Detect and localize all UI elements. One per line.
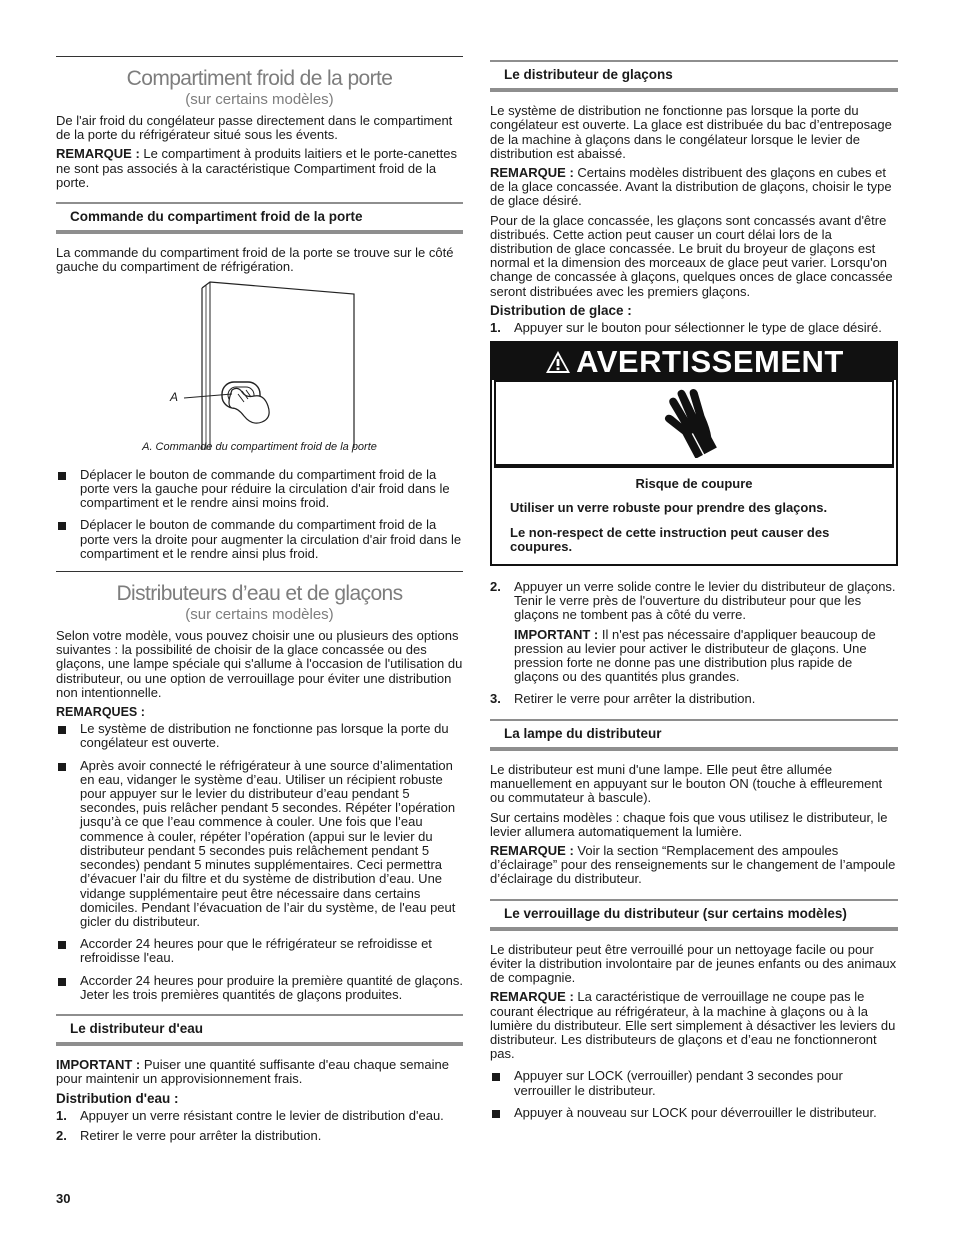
- step-number: 3.: [490, 691, 501, 707]
- list-item: Accorder 24 heures pour produire la première quantité de glaçons. Jeter les trois premières quantités de glaçons produites.: [56, 974, 463, 1002]
- step-number: 1.: [490, 320, 501, 336]
- step-number: 2.: [56, 1127, 67, 1143]
- step-number: 1.: [56, 1107, 67, 1123]
- note-label: REMARQUE :: [490, 989, 574, 1005]
- step-text: Retirer le verre pour arrêter la distribution.: [80, 1127, 322, 1143]
- list-item: [56, 1109, 463, 1123]
- lock-bullet-list: [490, 1069, 898, 1120]
- note-paragraph: [490, 844, 898, 887]
- list-item: [56, 1129, 463, 1143]
- remarks-label: REMARQUES :: [56, 705, 145, 720]
- important-label: IMPORTANT :: [514, 626, 599, 642]
- list-item: [490, 321, 898, 335]
- right-column: [490, 60, 898, 1128]
- note-text: Le compartiment à produits laitiers et le porte-canettes ne sont pas associés à la caractéristique Compartiment froid de la porte.: [56, 146, 458, 190]
- note-label: REMARQUE :: [490, 842, 574, 858]
- note-text: Voir la section “Remplacement des ampoules d’éclairage” pour des renseignements sur le changement de l’ampoule d’éclairage du distributeur.: [490, 842, 896, 887]
- list-item: Accorder 24 heures pour que le réfrigérateur se refroidisse et refroidisse l'eau.: [56, 937, 463, 965]
- door-control-figure: [56, 280, 463, 440]
- section-title-door-cold: Compartiment froid de la porte: [126, 67, 393, 90]
- paragraph: Le distributeur est muni d'une lampe. Elle peut être allumée manuellement en appuyant sur le bouton ON (touche à effleurement ou commutateur à bascule).: [490, 761, 883, 806]
- warning-pictogram: [494, 380, 894, 466]
- section-subtitle: (sur certains modèles): [185, 606, 334, 624]
- note-label: REMARQUE :: [56, 146, 140, 162]
- note-paragraph: [490, 990, 898, 1061]
- step-number: 2.: [490, 579, 501, 595]
- paragraph: De l'air froid du congélateur passe directement dans le compartiment de la porte du réfrigérateur situé sous les évents.: [56, 113, 453, 143]
- cut-hand-icon: [659, 388, 729, 458]
- warning-text: [494, 466, 894, 564]
- warning-box: [490, 341, 898, 566]
- important-label: IMPORTANT :: [56, 1057, 141, 1073]
- paragraph: La commande du compartiment froid de la porte se trouve sur le côté gauche du compartiment de réfrigération.: [56, 245, 454, 275]
- list-item: Appuyer à nouveau sur LOCK pour déverrouiller le distributeur.: [490, 1106, 898, 1120]
- ice-steps-heading: Distribution de glace :: [490, 302, 632, 318]
- list-item: Déplacer le bouton de commande du compartiment froid de la porte vers la gauche pour réduire la circulation d'air froid dans le compartiment et le rendre ainsi moins froid.: [56, 468, 463, 511]
- list-item: Appuyer sur LOCK (verrouiller) pendant 3 secondes pour verrouiller le distributeur.: [490, 1069, 898, 1097]
- note-label: REMARQUE :: [490, 165, 574, 181]
- list-item: [490, 692, 898, 706]
- note-text: Certains modèles distribuent des glaçons en cubes et de la glace concassée. Avant la distribution de glaçons, choisir le type de glace désiré.: [490, 165, 892, 209]
- warning-line: Utiliser un verre robuste pour prendre des glaçons.: [510, 500, 828, 516]
- step-text: Appuyer sur le bouton pour sélectionner le type de glace désiré.: [514, 320, 882, 336]
- figure-caption: A. Commande du compartiment froid de la porte: [142, 440, 377, 453]
- subsection-heading-lock: Le verrouillage du distributeur (sur certains modèles): [490, 899, 898, 931]
- ice-steps-list-2: [490, 580, 898, 707]
- warning-header: [492, 343, 896, 380]
- important-paragraph: [56, 1058, 463, 1086]
- note-paragraph: [56, 147, 463, 190]
- step-text: Appuyer un verre solide contre le levier du distributeur de glaçons. Tenir le verre près de l'ouverture du distributeur pour que les glaçons ne tombent pas à côté du verre.: [514, 579, 896, 623]
- paragraph: Le distributeur peut être verrouillé pour un nettoyage facile ou pour éviter la distribution involontaire par de jeunes enfants ou des animaux de compagnie.: [490, 941, 897, 986]
- subsection-heading-water: Le distributeur d'eau: [56, 1014, 463, 1046]
- warning-triangle-icon: [544, 349, 572, 375]
- important-text: Puiser une quantité suffisante d'eau chaque semaine pour maintenir un approvisionnement frais.: [56, 1057, 449, 1087]
- door-illustration: [56, 280, 463, 450]
- paragraph: Sur certains modèles : chaque fois que vous utilisez le distributeur, le levier allumera automatiquement la lumière.: [490, 809, 888, 839]
- warning-title: AVERTISSEMENT: [576, 344, 844, 380]
- paragraph: Le système de distribution ne fonctionne pas lorsque la porte du congélateur est ouverte. La glace est distribuée du bac d’entreposage de la machine à glaçons dans le congélateur lorsque le levier de distribution est abaissé.: [490, 103, 892, 161]
- important-paragraph: [514, 628, 898, 685]
- subsection-heading-lamp: La lampe du distributeur: [490, 719, 898, 751]
- step-text: Appuyer un verre résistant contre le levier de distribution d'eau.: [80, 1107, 444, 1123]
- list-item: Le système de distribution ne fonctionne pas lorsque la porte du congélateur est ouverte.: [56, 722, 463, 750]
- step-text: Retirer le verre pour arrêter la distribution.: [514, 691, 756, 707]
- remarks-bullet-list: [56, 722, 463, 1002]
- subsection-heading-control: Commande du compartiment froid de la porte: [56, 202, 463, 234]
- list-item: Déplacer le bouton de commande du compartiment froid de la porte vers la droite pour augmenter la circulation d'air froid dans le compartiment et le rendre ainsi plus froid.: [56, 518, 463, 561]
- note-text: La caractéristique de verrouillage ne coupe pas le courant électrique au réfrigérateur, à la machine à glaçons ou à la lumière du distributeur. Elle sert simplement à désactiver les leviers du distributeur. Les distributeurs de glaçons et d’eau ne fonctionneront pas.: [490, 989, 896, 1062]
- note-paragraph: [490, 166, 898, 209]
- paragraph: Pour de la glace concassée, les glaçons sont concassés avant d'être distribués. Cette action peut causer un court délai lors de la distribution de glace concassée. Le bruit du broyeur de glaçons est normal et la dimension des morceaux de glace peut varier. Lorsqu'on change de concassée à glaçons, quelques onces de glace concassée seront distribuées avec les premiers glaçons.: [490, 212, 893, 299]
- figure-label-a: A: [170, 389, 179, 404]
- left-column: [56, 56, 463, 1149]
- warning-line: Risque de coupure: [635, 476, 753, 492]
- subsection-heading-ice: Le distributeur de glaçons: [490, 60, 898, 92]
- section-divider: [56, 571, 463, 572]
- important-text: Il n'est pas nécessaire d'appliquer beaucoup de pression au levier pour activer le distributeur de glaçons. Une pression forte ne donne pas une distribution plus rapide de glaçons ou des quantités plus grandes.: [514, 626, 876, 685]
- section-subtitle: (sur certains modèles): [185, 91, 334, 108]
- ice-steps-list-1: [490, 321, 898, 335]
- control-bullet-list: [56, 468, 463, 561]
- paragraph: Selon votre modèle, vous pouvez choisir une ou plusieurs des options suivantes : la possibilité de choisir de la glace concassée ou des glaçons, une lampe spéciale qui s'allume à l'occasion de l'utilisation du distributeur, ou une option de verrouillage pour éviter une distribution non intentionnelle.: [56, 628, 463, 700]
- water-steps-heading: Distribution d'eau :: [56, 1090, 179, 1106]
- list-item: [490, 580, 898, 684]
- warning-line: Le non-respect de cette instruction peut causer des coupures.: [510, 524, 830, 554]
- water-steps-list: [56, 1109, 463, 1143]
- section-title-dispensers: Distributeurs d’eau et de glaçons: [116, 582, 403, 606]
- page-number: 30: [56, 1191, 71, 1206]
- list-item: Après avoir connecté le réfrigérateur à une source d’alimentation en eau, vidanger le système d’eau. Utiliser un récipient robuste pour appuyer sur le levier du distributeur d’eau pendant 5 secondes, puis relâcher pendant 5 secondes. Répéter l’opération jusqu’à ce que l’eau commence à couler. Une fois que l’eau commence à couler, répéter l’opération (appui sur le levier du distributeur pendant 5 secondes puis relâchement pendant 5 secondes) pendant 5 minutes supplémentaires. Ceci permettra d’évacuer l’air du filtre et du système de distribution d’eau. Une vidange supplémentaire peut être nécessaire dans certains domiciles. Pendant l’évacuation de l’air du système, de l'eau peut gicler du distributeur.: [56, 759, 463, 929]
